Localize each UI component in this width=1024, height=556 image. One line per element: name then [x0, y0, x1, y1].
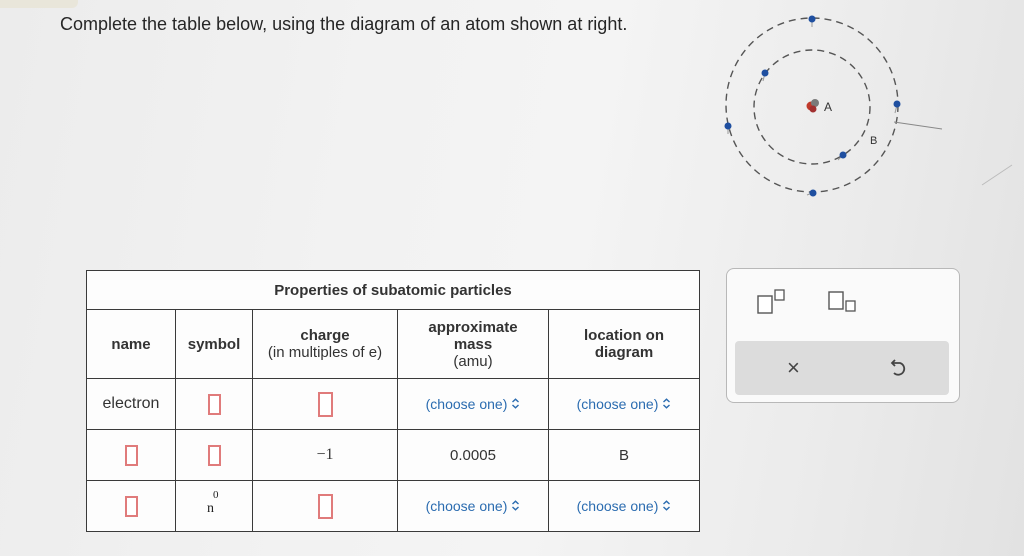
- header-location-title: location on diagram: [584, 327, 664, 361]
- header-symbol: symbol: [176, 310, 253, 379]
- location-value: B: [618, 446, 629, 464]
- table-row: [87, 379, 700, 430]
- chevron-updown-icon: [511, 500, 520, 511]
- neutron-symbol-base: n: [207, 501, 214, 516]
- superscript-icon: [757, 289, 791, 315]
- label-b: B: [870, 135, 878, 147]
- table-caption: Properties of subatomic particles: [87, 271, 700, 310]
- superscript-button[interactable]: [757, 289, 791, 320]
- cell-mass: [398, 481, 549, 532]
- cell-location: [549, 430, 700, 481]
- cell-symbol: [176, 481, 253, 532]
- cell-symbol: [176, 379, 253, 430]
- answer-box-name[interactable]: [125, 445, 138, 466]
- subscript-icon: [828, 291, 862, 315]
- electron-outer-right: [894, 101, 901, 114]
- electron-name: electron: [102, 395, 160, 412]
- answer-box-symbol[interactable]: [208, 445, 221, 466]
- cell-charge: [253, 481, 398, 532]
- header-mass: [398, 310, 549, 379]
- header-charge-title: charge: [300, 327, 350, 344]
- atom-diagram: [712, 10, 1024, 210]
- clear-button[interactable]: ×: [787, 355, 800, 380]
- location-dropdown-label: (choose one): [576, 395, 659, 412]
- header-name: name: [87, 310, 176, 379]
- cell-location: [549, 481, 700, 532]
- top-tab: [0, 0, 78, 8]
- undo-icon: [889, 357, 909, 379]
- pointer-line-b: [982, 165, 1012, 185]
- header-mass-title: approximate mass: [428, 318, 518, 353]
- header-charge: [253, 310, 398, 379]
- answer-box-name[interactable]: [125, 496, 138, 517]
- cell-location: [549, 379, 700, 430]
- subatomic-table: [86, 270, 700, 532]
- tool-bar: [735, 341, 949, 395]
- location-dropdown[interactable]: [577, 396, 672, 412]
- pointer-line-a: [894, 122, 942, 129]
- electron-inner-left: [762, 70, 769, 82]
- mass-dropdown[interactable]: [426, 498, 521, 514]
- subscript-button[interactable]: [828, 291, 862, 320]
- cell-name: [87, 379, 176, 430]
- mass-dropdown-label: (choose one): [425, 497, 508, 514]
- table-row: [87, 481, 700, 532]
- cell-mass: [398, 379, 549, 430]
- location-dropdown[interactable]: [577, 498, 672, 514]
- chevron-updown-icon: [662, 500, 671, 511]
- label-a: A: [824, 100, 833, 114]
- cell-mass: [398, 430, 549, 481]
- neutron-symbol-sup: 0: [213, 489, 219, 501]
- answer-box-charge[interactable]: [318, 494, 333, 519]
- undo-button[interactable]: [889, 357, 909, 384]
- header-mass-sub: (amu): [453, 352, 493, 370]
- answer-box-symbol[interactable]: [208, 394, 221, 415]
- mass-dropdown-label: (choose one): [425, 395, 508, 412]
- cell-name: [87, 430, 176, 481]
- cell-symbol: [176, 430, 253, 481]
- cell-name: [87, 481, 176, 532]
- chevron-updown-icon: [511, 398, 520, 409]
- electron-outer-top: [809, 16, 816, 28]
- electron-outer-bottom: [807, 190, 817, 197]
- cell-charge: [253, 379, 398, 430]
- header-charge-sub: (in multiples of e): [267, 344, 383, 361]
- answer-tools-panel: [726, 268, 960, 403]
- table-row: [87, 430, 700, 481]
- answer-box-charge[interactable]: [318, 392, 333, 417]
- header-location: [549, 310, 700, 379]
- neutron-symbol: [207, 491, 221, 517]
- mass-value: 0.0005: [450, 446, 496, 464]
- mass-dropdown[interactable]: [426, 396, 521, 412]
- cell-charge: [253, 430, 398, 481]
- electron-inner-right: [838, 152, 847, 161]
- location-dropdown-label: (choose one): [576, 497, 659, 514]
- question-prompt: Complete the table below, using the diagram of an atom shown at right.: [60, 14, 628, 34]
- nucleus: [807, 99, 820, 113]
- charge-value: −1: [316, 446, 334, 463]
- chevron-updown-icon: [662, 398, 671, 409]
